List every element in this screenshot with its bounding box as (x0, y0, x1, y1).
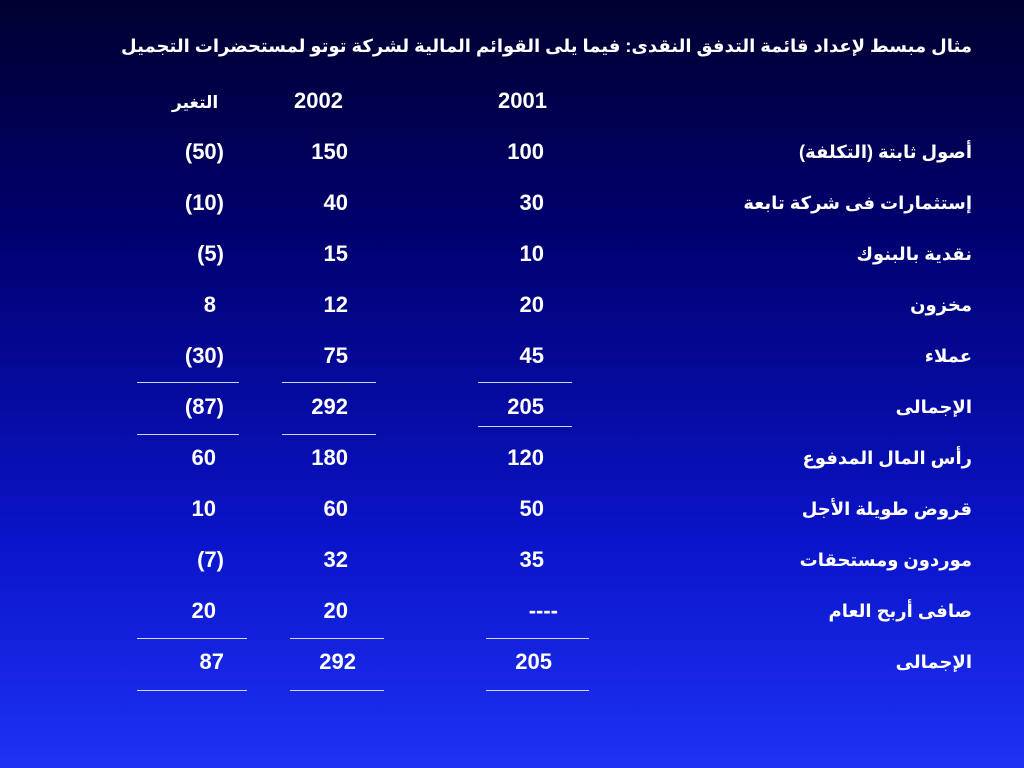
table-row (0, 494, 1024, 534)
subtotal-rule (486, 638, 589, 639)
value-change: (87) (184, 394, 224, 419)
total-rule (478, 426, 572, 427)
header-change: التغير (172, 93, 219, 112)
total-rule (290, 690, 384, 691)
subtotal-rule (290, 638, 384, 639)
row-label: صافى أربح العام (828, 601, 972, 621)
value-2001: 35 (519, 547, 544, 572)
table-row (0, 188, 1024, 228)
value-2002: 292 (311, 394, 348, 419)
row-label: قروض طويلة الأجل (801, 499, 972, 519)
total-rule (137, 690, 247, 691)
value-change: 8 (203, 292, 216, 317)
value-change: 20 (191, 598, 216, 623)
total-rule (282, 434, 376, 435)
value-2002: 180 (311, 445, 348, 470)
value-2001: 100 (507, 139, 544, 164)
value-2002: 15 (323, 241, 348, 266)
total-rule (486, 690, 589, 691)
row-label: أصول ثابتة (التكلفة) (799, 142, 972, 162)
value-2001: 20 (519, 292, 544, 317)
slide-title: مثال مبسط لإعداد قائمة التدفق النقدى: فيما يلى القوائم المالية لشركة توتو لمستحضرات التجميل (121, 36, 972, 56)
value-2002: 292 (319, 649, 356, 674)
table-row (0, 137, 1024, 177)
value-2001: ---- (528, 598, 558, 623)
subtotal-rule (478, 382, 572, 383)
value-2001: 50 (519, 496, 544, 521)
header-2002: 2002 (294, 88, 343, 113)
value-change: (7) (197, 547, 224, 572)
header-2001: 2001 (498, 88, 547, 113)
subtotal-rule (282, 382, 376, 383)
value-2002: 60 (323, 496, 348, 521)
value-change: (5) (197, 241, 224, 266)
table-row (0, 545, 1024, 585)
value-change: 60 (191, 445, 216, 470)
table-row (0, 290, 1024, 330)
value-change: (50) (184, 139, 224, 164)
table-row (0, 596, 1024, 636)
total-rule (137, 434, 239, 435)
value-2001: 30 (519, 190, 544, 215)
row-label: نقدية بالبنوك (856, 244, 972, 264)
value-2002: 150 (311, 139, 348, 164)
value-change: 87 (199, 649, 224, 674)
value-2001: 205 (515, 649, 552, 674)
row-label: الإجمالى (895, 652, 972, 672)
value-2001: 10 (519, 241, 544, 266)
value-2002: 12 (323, 292, 348, 317)
value-change: (10) (184, 190, 224, 215)
table-row (0, 341, 1024, 381)
value-2001: 205 (507, 394, 544, 419)
value-2002: 40 (323, 190, 348, 215)
row-label: الإجمالى (895, 397, 972, 417)
value-2002: 20 (323, 598, 348, 623)
row-label: موردون ومستحقات (799, 550, 972, 570)
value-2001: 120 (507, 445, 544, 470)
value-change: 10 (191, 496, 216, 521)
table-row (0, 647, 1024, 687)
table-row (0, 239, 1024, 279)
row-label: رأس المال المدفوع (802, 448, 972, 468)
subtotal-rule (137, 638, 247, 639)
subtotal-rule (137, 382, 239, 383)
value-2002: 32 (323, 547, 348, 572)
row-label: إستثمارات فى شركة تابعة (743, 193, 972, 213)
value-2001: 45 (519, 343, 544, 368)
value-2002: 75 (323, 343, 348, 368)
value-change: (30) (184, 343, 224, 368)
row-label: عملاء (924, 346, 972, 366)
row-label: مخزون (910, 295, 972, 315)
table-row (0, 443, 1024, 483)
